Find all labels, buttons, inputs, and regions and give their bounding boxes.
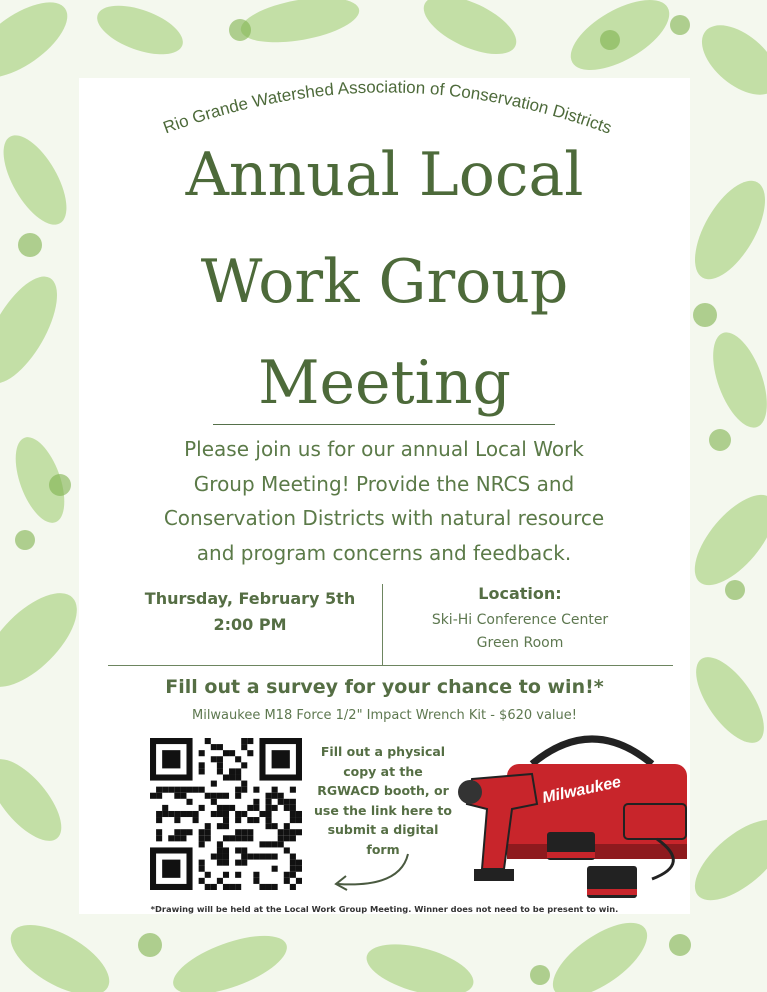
- bag-brand: Milwaukee: [540, 773, 623, 807]
- impact-wrench-kit-image: [452, 724, 692, 904]
- title-divider: [213, 424, 555, 425]
- survey-qr-code[interactable]: [150, 738, 302, 890]
- title-line-3: Meeting: [258, 348, 511, 418]
- location-heading: Location:: [478, 584, 562, 603]
- event-time: 2:00 PM: [213, 615, 287, 634]
- event-datetime: [120, 586, 380, 638]
- prize-description: Milwaukee M18 Force 1/2" Impact Wrench Kit - $620 value!: [191, 708, 577, 723]
- curved-arrow-icon: [320, 850, 420, 895]
- survey-heading: Fill out a survey for your chance to win!*: [165, 676, 604, 698]
- vertical-divider: [382, 584, 383, 666]
- title-line-2: Work Group: [200, 247, 569, 317]
- drawing-footnote: *Drawing will be held at the Local Work Group Meeting. Winner does not need to be present to win.: [150, 904, 619, 914]
- org-name: Rio Grande Watershed Association of Conservation Districts: [160, 77, 615, 138]
- horizontal-divider: [108, 665, 673, 666]
- svg-text:Rio Grande Watershed Associati: [161, 77, 615, 137]
- survey-instructions: Fill out a physical copy at the RGWACD booth, or use the link here to submit a digital form: [314, 744, 452, 857]
- intro-text: Please join us for our annual Local Work Group Meeting! Provide the NRCS and Conservation Districts with natural resource and program concerns and feedback.: [163, 437, 605, 565]
- title-line-1: Annual Local: [185, 140, 584, 210]
- event-date: Thursday, February 5th: [144, 589, 356, 608]
- location-details: Ski-Hi Conference Center Green Room: [431, 612, 609, 651]
